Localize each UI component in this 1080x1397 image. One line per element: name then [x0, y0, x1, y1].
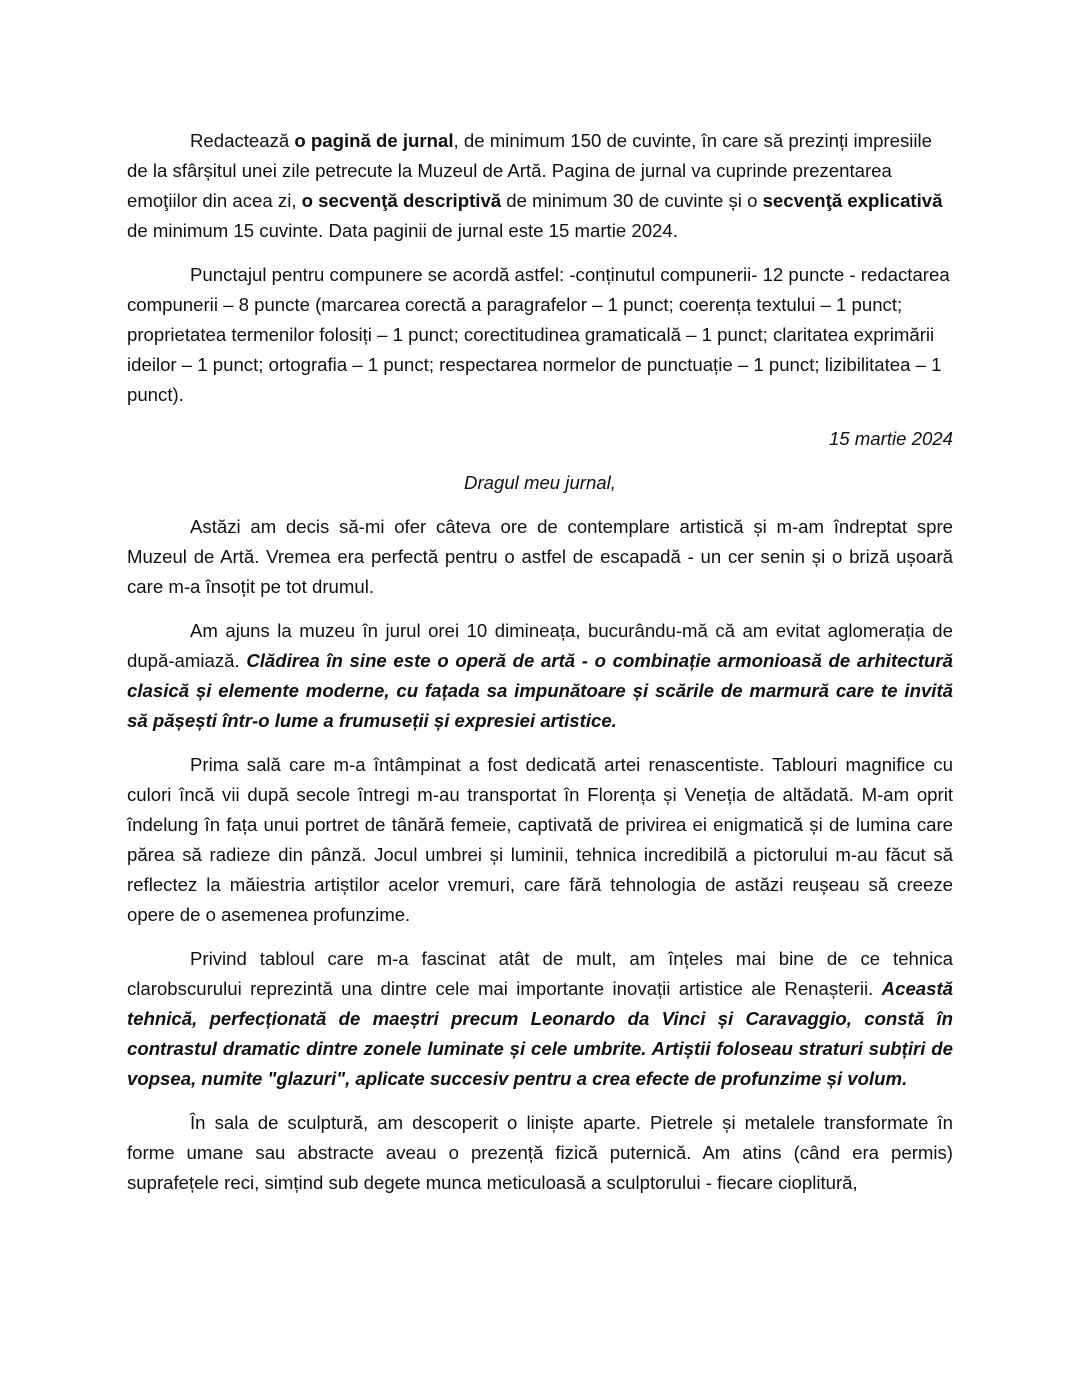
journal-text: Privind tabloul care m-a fascinat atât de mult, am înțeles mai bine de ce tehnica clarobscurului reprezintă una dintre cele mai importante inovații artistice ale Renașterii. [127, 948, 953, 999]
descriptive-sequence: Clădirea în sine este o operă de artă - o combinație armonioasă de arhitectură clasică și elemente moderne, cu fațada sa impunătoare și scările de marmură care te invită să pășești într-o lume a frumuseții și expresiei artistice. [127, 650, 953, 731]
journal-date: 15 martie 2024 [828, 428, 953, 449]
instructions-text: Redactează [190, 130, 295, 151]
journal-text: Am ajuns la muzeu în jurul orei 10 dimineața, bucurându-mă că am evitat aglomerația de după-amiază. [127, 620, 953, 671]
instructions-text: , de minimum 150 de cuvinte, în care să prezinți impresiile de la sfârșitul unei zile petrecute la Muzeul de Artă. Pagina de jurnal va cuprinde prezentarea emoţiilor din acea zi, [127, 130, 932, 211]
journal-paragraph: În sala de sculptură, am descoperit o liniște aparte. Pietrele și metalele transformate în forme umane sau abstracte aveau o prezență fizică puternică. Am atins (când era permis) suprafețele reci, simțind sub degete munca meticuloasă a sculptorului - fiecare cioplitură, [127, 1112, 953, 1193]
journal-paragraph: Astăzi am decis să-mi ofer câteva ore de contemplare artistică și m-am îndreptat spre Muzeul de Artă. Vremea era perfectă pentru o astfel de escapadă - un cer senin și o briză ușoară care m-a însoțit pe tot drumul. [127, 516, 953, 597]
journal-paragraph-descriptive [127, 616, 953, 736]
document-page [127, 126, 953, 1212]
instructions-bold-text: o pagină de jurnal [294, 130, 454, 151]
instructions-paragraph [127, 126, 953, 246]
instructions-bold-text: o secvenţă descriptivă [301, 190, 502, 211]
scoring-paragraph: Punctajul pentru compunere se acordă astfel: -conținutul compunerii- 12 puncte - redactarea compunerii – 8 puncte (marcarea corectă a paragrafelor – 1 punct; coerența textului – 1 punct; proprietatea termenilor folosiți – 1 punct; corectitudinea gramaticală – 1 punct; claritatea exprimării ideilor – 1 punct; ortografia – 1 punct; respectarea normelor de punctuație – 1 punct; lizibilitatea – 1 punct). [127, 264, 950, 405]
journal-paragraph: Prima sală care m-a întâmpinat a fost dedicată artei renascentiste. Tablouri magnifice cu culori încă vii după secole întregi m-au transportat în Florența și Veneția de altădată. M-am oprit îndelung în fața unui portret de tânără femeie, captivată de privirea ei enigmatică și de lumina care părea să radieze din pânză. Jocul umbrei și luminii, tehnica incredibilă a pictorului m-au făcut să reflectez la măiestria artiștilor acelor vremuri, care fără tehnologia de astăzi reușeau să creeze opere de o asemenea profunzime. [127, 754, 953, 925]
instructions-text: de minimum 15 cuvinte. Data paginii de jurnal este 15 martie 2024. [127, 220, 678, 241]
instructions-text: de minimum 30 de cuvinte și o [501, 190, 763, 211]
explicative-sequence: Această tehnică, perfecționată de maeștri precum Leonardo da Vinci și Caravaggio, constă în contrastul dramatic dintre zonele luminate și cele umbrite. Artiștii foloseau straturi subțiri de vopsea, numite "glazuri", aplicate succesiv pentru a crea efecte de profunzime și volum. [127, 978, 953, 1089]
instructions-bold-text: secvenţă explicativă [762, 190, 943, 211]
journal-greeting: Dragul meu jurnal, [464, 472, 616, 493]
journal-paragraph-explicative [127, 944, 953, 1094]
